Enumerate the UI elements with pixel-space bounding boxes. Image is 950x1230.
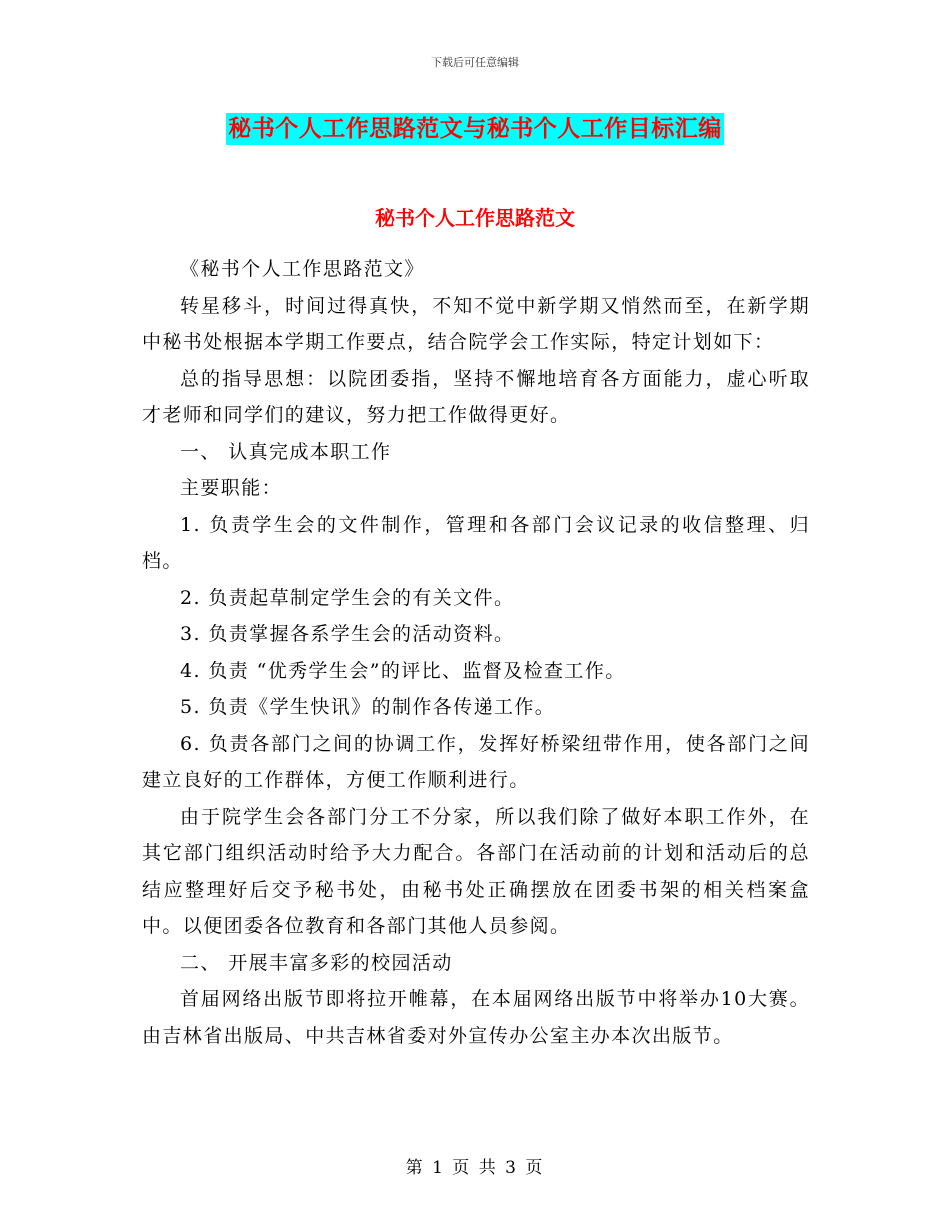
paragraph: 一、 认真完成本职工作 xyxy=(180,440,392,463)
paragraph: 主要职能： xyxy=(180,477,283,499)
document-body xyxy=(142,251,810,1054)
paragraph: 由于院学生会各部门分工不分家，所以我们除了做好本职工作外，在其它部门组织活动时给予大力配合。各部门在活动前的计划和活动后的总结应整理好后交予秘书处，由秘书处正确摆放在团委书架的相关档案盒中。以便团委各位教育和各部门其他人员参阅。 xyxy=(142,805,810,937)
paragraph: 5. 负责《学生快讯》的制作各传递工作。 xyxy=(180,696,556,718)
paragraph: 3. 负责掌握各系学生会的活动资料。 xyxy=(180,623,515,645)
paragraph: 1. 负责学生会的文件制作，管理和各部门会议记录的收信整理、归档。 xyxy=(142,513,810,572)
paragraph: 6. 负责各部门之间的协调工作，发挥好桥梁纽带作用，使各部门之间建立良好的工作群体，方便工作顺利进行。 xyxy=(142,732,810,791)
paragraph: 转星移斗，时间过得真快，不知不觉中新学期又悄然而至，在新学期中秘书处根据本学期工作要点，结合院学会工作实际，特定计划如下： xyxy=(142,294,810,353)
page-header: 下载后可任意编辑 xyxy=(431,56,519,69)
paragraph: 2. 负责起草制定学生会的有关文件。 xyxy=(180,586,515,609)
main-title-container xyxy=(0,113,950,145)
section-title: 秘书个人工作思路范文 xyxy=(375,206,575,230)
paragraph: 4. 负责 “优秀学生会”的评比、监督及检查工作。 xyxy=(180,659,626,682)
paragraph: 总的指导思想：以院团委指，坚持不懈地培育各方面能力，虚心听取才老师和同学们的建议，努力把工作做得更好。 xyxy=(142,367,810,426)
paragraph: 《秘书个人工作思路范文》 xyxy=(180,258,425,280)
main-title: 秘书个人工作思路范文与秘书个人工作目标汇编 xyxy=(226,113,724,145)
page-footer: 第 1 页 共 3 页 xyxy=(405,1158,545,1178)
paragraph: 首届网络出版节即将拉开帷幕，在本届网络出版节中将举办10大赛。由吉林省出版局、中共吉林省委对外宣传办公室主办本次出版节。 xyxy=(142,988,810,1047)
paragraph: 二、 开展丰富多彩的校园活动 xyxy=(180,951,453,974)
